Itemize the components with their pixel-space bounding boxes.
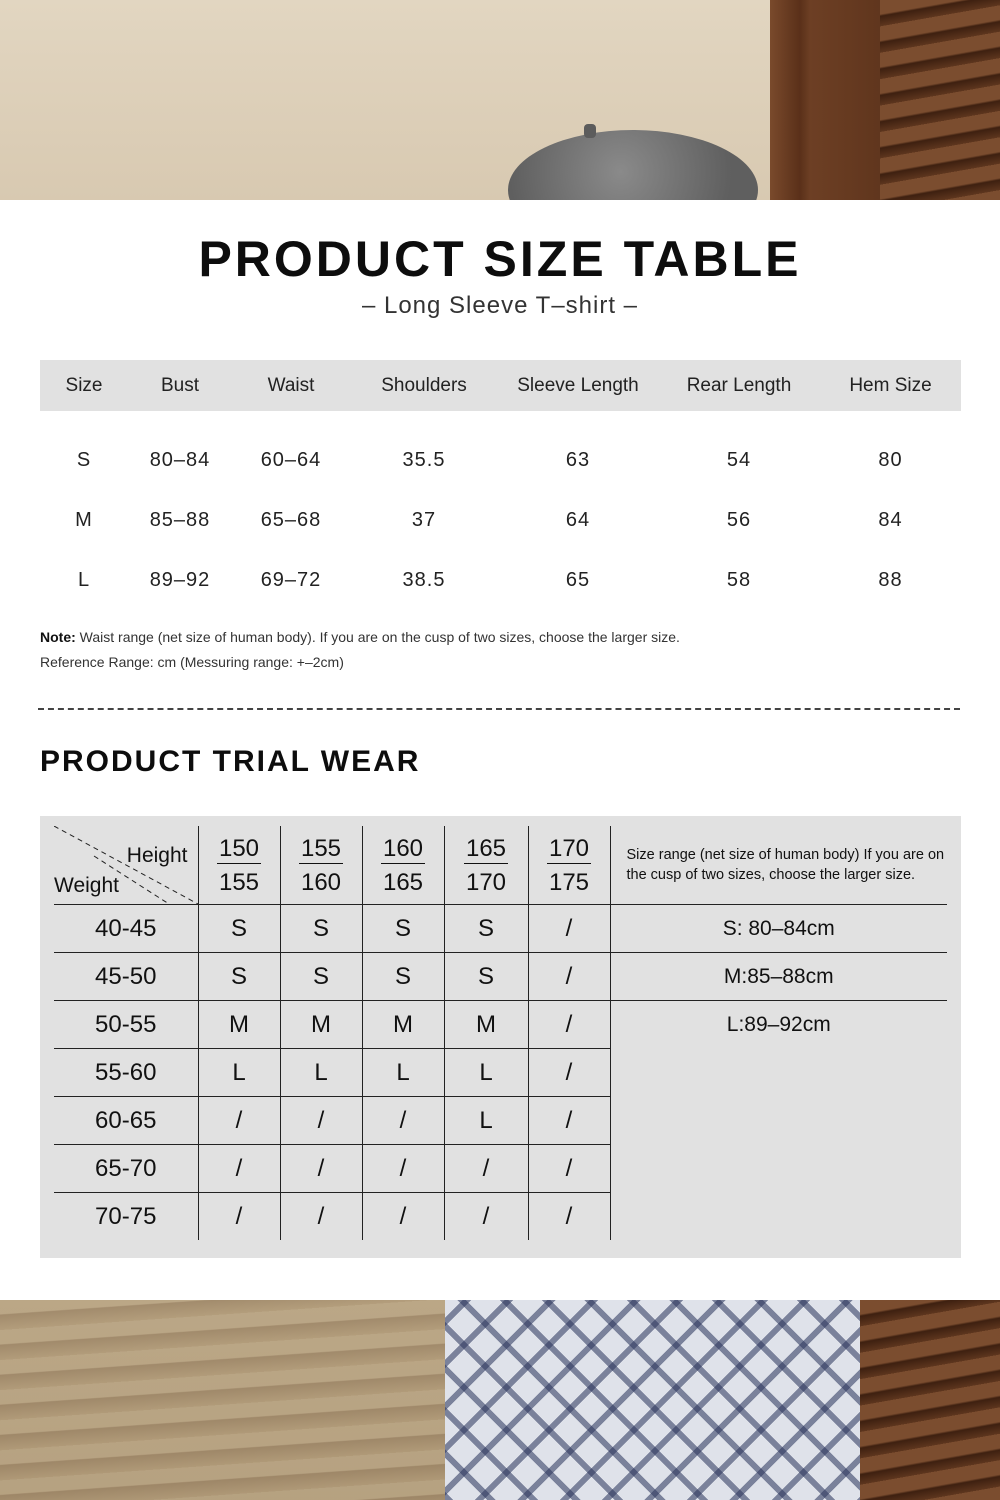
beret-stalk [584,124,596,138]
table-cell: 56 [726,508,752,531]
height-range-150: 150 155 [198,826,280,905]
trial-row [54,1001,947,1049]
size-cell: S [362,905,444,953]
size-cell: / [280,1145,362,1193]
size-cell: M [362,1001,444,1049]
size-cell: S [280,953,362,1001]
note-label: Note: [40,629,76,645]
size-table [40,360,961,610]
header-sleeve-length: Sleeve Length [498,360,658,411]
size-cell: S [280,905,362,953]
size-cell: L [362,1049,444,1097]
table-cell: 65–68 [260,508,322,531]
size-cell: / [198,1097,280,1145]
size-cell: M [444,1001,528,1049]
header-shoulders: Shoulders [350,360,498,411]
size-table-header [40,360,961,411]
size-cell: / [362,1145,444,1193]
size-cell: S [444,953,528,1001]
size-range-l: L:89–92cm [726,1012,831,1036]
size-cell: / [528,1097,610,1145]
table-cell: 80 [878,448,903,471]
trial-row [54,1145,947,1193]
header-waist: Waist [232,360,350,411]
size-cell: / [280,1193,362,1241]
reference-range: Reference Range: cm (Messuring range: +–2cm) [40,654,344,670]
size-cell: / [528,1001,610,1049]
size-cell: L [198,1049,280,1097]
height-range-160: 160 165 [362,826,444,905]
size-cell: / [528,905,610,953]
trial-row [54,953,947,1001]
wooden-shutter-bottom [860,1300,1000,1500]
size-cell: / [444,1193,528,1241]
weight-cell: 65-70 [54,1145,198,1193]
weight-cell: 55-60 [54,1049,198,1097]
trial-row [54,905,947,953]
size-chart-card [0,200,1000,1300]
size-cell: L [444,1097,528,1145]
table-row [40,490,961,550]
table-cell: 69–72 [260,568,322,591]
table-cell: L [77,568,91,591]
size-cell: M [198,1001,280,1049]
height-label: Height [126,844,188,867]
size-cell: M [280,1001,362,1049]
size-note [40,625,680,675]
size-cell: / [528,1049,610,1097]
plaid-skirt [445,1300,865,1500]
table-cell: 64 [565,508,591,531]
table-cell: 84 [878,508,903,531]
weight-cell: 70-75 [54,1193,198,1241]
corner-cell [54,826,198,905]
header-hem-size: Hem Size [820,360,961,411]
table-cell: 54 [726,448,752,471]
header-size: Size [40,360,128,411]
dashed-divider [38,708,960,710]
table-cell: 37 [411,508,437,531]
table-cell: 60–64 [260,448,322,471]
size-cell: / [198,1145,280,1193]
trial-row [54,1049,947,1097]
size-cell: / [528,1193,610,1241]
weight-cell: 50-55 [54,1001,198,1049]
weight-label: Weight [54,874,119,897]
table-cell: 65 [565,568,591,591]
page-subtitle: – Long Sleeve T–shirt – [361,292,639,319]
size-cell: L [280,1049,362,1097]
table-cell: 89–92 [149,568,211,591]
size-cell: L [444,1049,528,1097]
header-rear-length: Rear Length [658,360,820,411]
table-cell: 38.5 [402,568,446,591]
size-range-s: S: 80–84cm [610,905,947,953]
size-range-note: Size range (net size of human body) If you are on the cusp of two sizes, choose the larger size. [610,826,947,905]
size-cell: / [280,1097,362,1145]
table-cell: 80–84 [149,448,211,471]
header-bust: Bust [128,360,232,411]
table-cell: S [76,448,92,471]
size-cell: / [444,1145,528,1193]
size-cell: / [198,1193,280,1241]
size-cell: / [528,1145,610,1193]
size-cell: S [444,905,528,953]
wooden-shutter-top [770,0,1000,200]
trial-wear-title: PRODUCT TRIAL WEAR [40,745,421,778]
trial-row [54,1193,947,1241]
trial-wear-table [54,826,947,1240]
table-row [40,550,961,610]
size-cell: / [362,1097,444,1145]
table-cell: 63 [565,448,591,471]
weight-cell: 60-65 [54,1097,198,1145]
table-row [40,430,961,490]
height-range-165: 165 170 [444,826,528,905]
trial-header-row [54,826,947,905]
size-range-m: M:85–88cm [610,953,947,1001]
height-range-170: 170 175 [528,826,610,905]
table-cell: 35.5 [402,448,446,471]
table-cell: 88 [878,568,903,591]
trial-wear-panel [40,816,961,1258]
size-cell: S [198,953,280,1001]
table-cell: 85–88 [149,508,211,531]
height-range-155: 155 160 [280,826,362,905]
size-cell: / [528,953,610,1001]
size-cell: S [362,953,444,1001]
weight-cell: 40-45 [54,905,198,953]
trial-row [54,1097,947,1145]
table-cell: M [75,508,93,531]
size-cell: / [362,1193,444,1241]
page-title: PRODUCT SIZE TABLE [198,231,802,287]
rug [0,1300,470,1500]
table-cell: 58 [726,568,752,591]
weight-cell: 45-50 [54,953,198,1001]
note-text: Waist range (net size of human body). If you are on the cusp of two sizes, choose the larger size. [75,629,680,645]
size-cell: S [198,905,280,953]
